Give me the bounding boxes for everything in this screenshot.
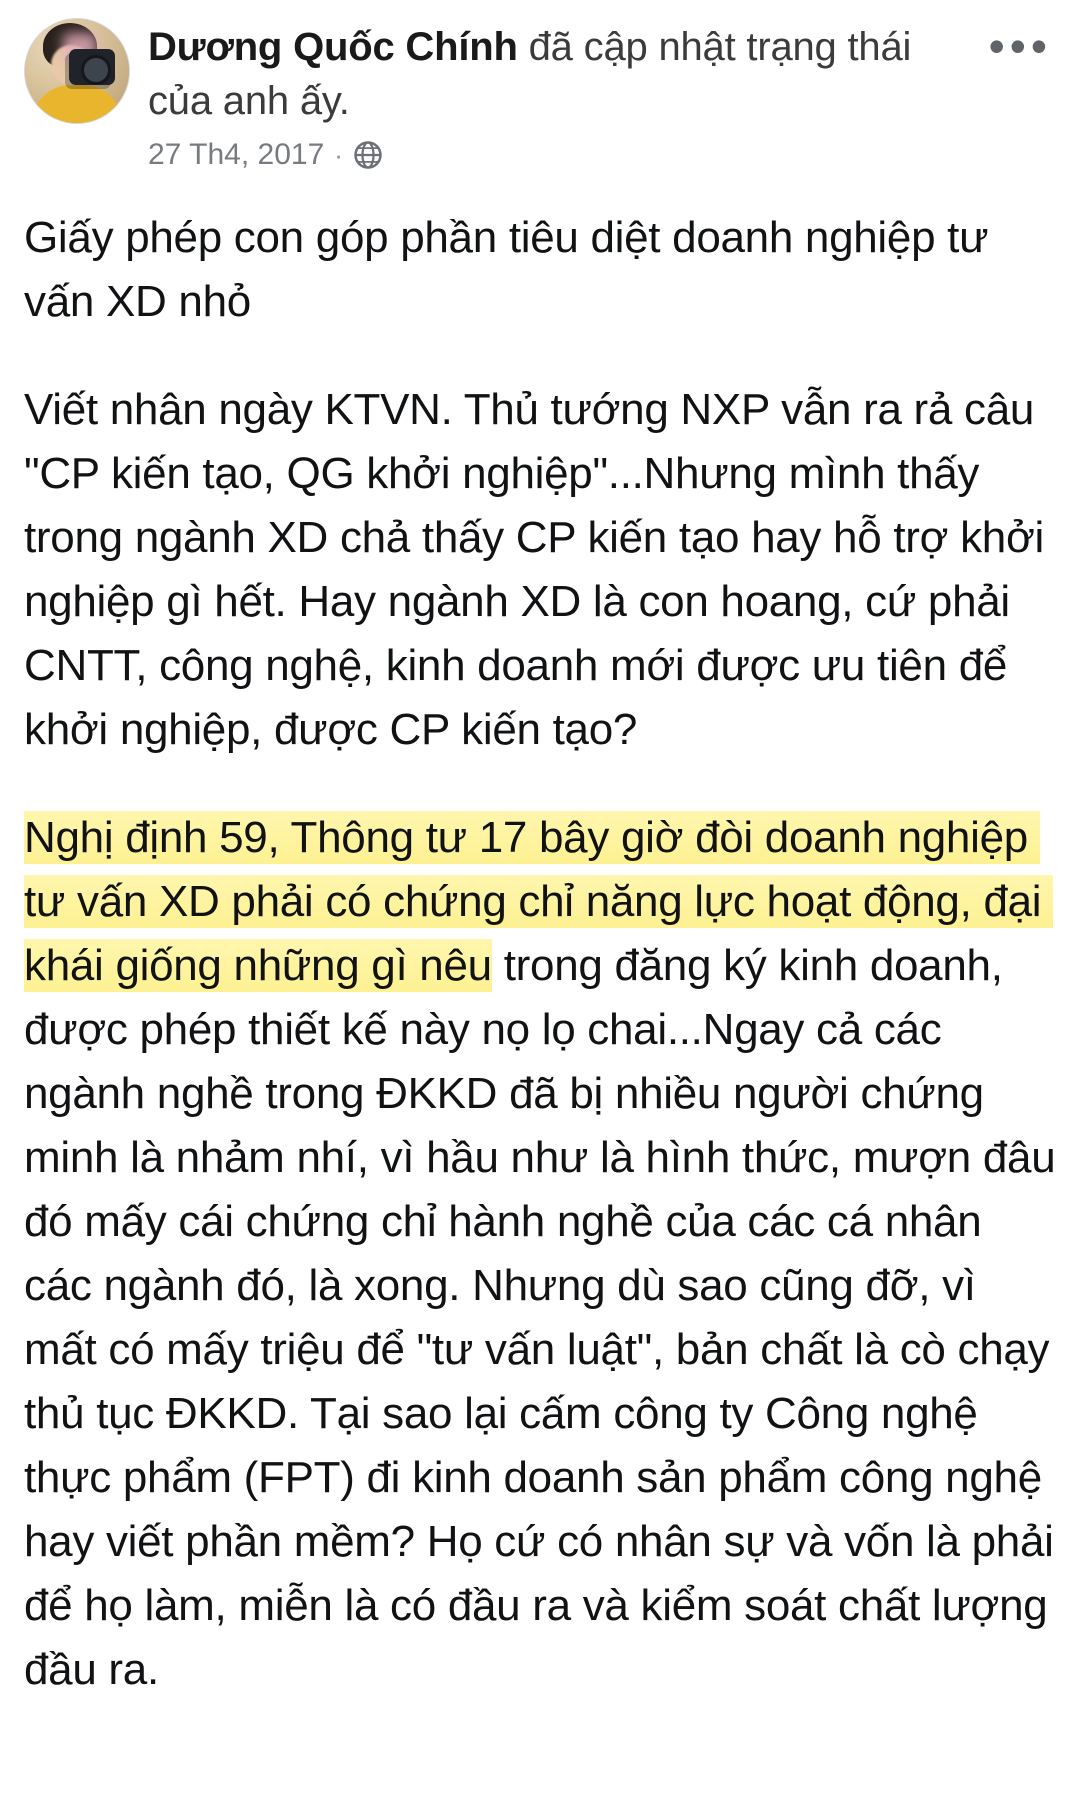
post-paragraph-intro: Viết nhân ngày KTVN. Thủ tướng NXP vẫn ra rả câu "CP kiến tạo, QG khởi nghiệp"...Nhưng mình thấy trong ngành XD chả thấy CP kiến tạo hay hỗ trợ khởi nghiệp gì hết. Hay ngành XD là con hoang, cứ phải CNTT, công nghệ, kinh doanh mới được ưu tiên để khởi nghiệp, được CP kiến tạo? <box>24 385 1056 754</box>
highlighted-text: Nghị định 59, Thông tư 17 bây giờ đòi doanh nghiệp tư vấn XD phải có chứng chỉ năng lực hoạt động, đại khái giống những gì nêu <box>24 813 1054 990</box>
post-paragraph-main-rest: trong đăng ký kinh doanh, được phép thiết kế này nọ lọ chai...Ngay cả các ngành nghề trong ĐKKD đã bị nhiều người chứng minh là nhảm nhí, vì hầu như là hình thức, mượn đâu đó mấy cái chứng chỉ hành nghề của các cá nhân các ngành đó, là xong. Nhưng dù sao cũng đỡ, vì mất có mấy triệu để "tư vấn luật", bản chất là cò chạy thủ tục ĐKKD. Tại sao lại cấm công ty Công nghệ thực phẩm (FPT) đi kinh doanh sản phẩm công nghệ hay viết phần mềm? Họ cứ có nhân sự và vốn là phải để họ làm, miễn là có đầu ra và kiểm soát chất lượng đầu ra. <box>24 941 1068 1694</box>
meta-separator: · <box>334 139 343 170</box>
globe-icon[interactable] <box>353 140 383 170</box>
post-meta <box>148 138 959 172</box>
post-body <box>24 206 1068 1702</box>
post-header <box>24 12 1056 172</box>
post-header-text <box>148 18 959 172</box>
post-author-line <box>148 20 959 128</box>
post-action-text: đã cập nhật trạng thái của anh ấy. <box>148 25 912 123</box>
post-paragraph-main <box>24 806 1068 1702</box>
more-options-icon[interactable]: ••• <box>988 20 1052 72</box>
post-paragraph-title: Giấy phép con góp phần tiêu diệt doanh nghiệp tư vấn XD nhỏ <box>24 213 1001 326</box>
avatar-camera-lens <box>81 55 111 85</box>
post-author-name[interactable]: Dương Quốc Chính <box>148 25 518 69</box>
post-timestamp[interactable]: 27 Th4, 2017 <box>148 138 325 171</box>
avatar[interactable] <box>24 18 130 124</box>
